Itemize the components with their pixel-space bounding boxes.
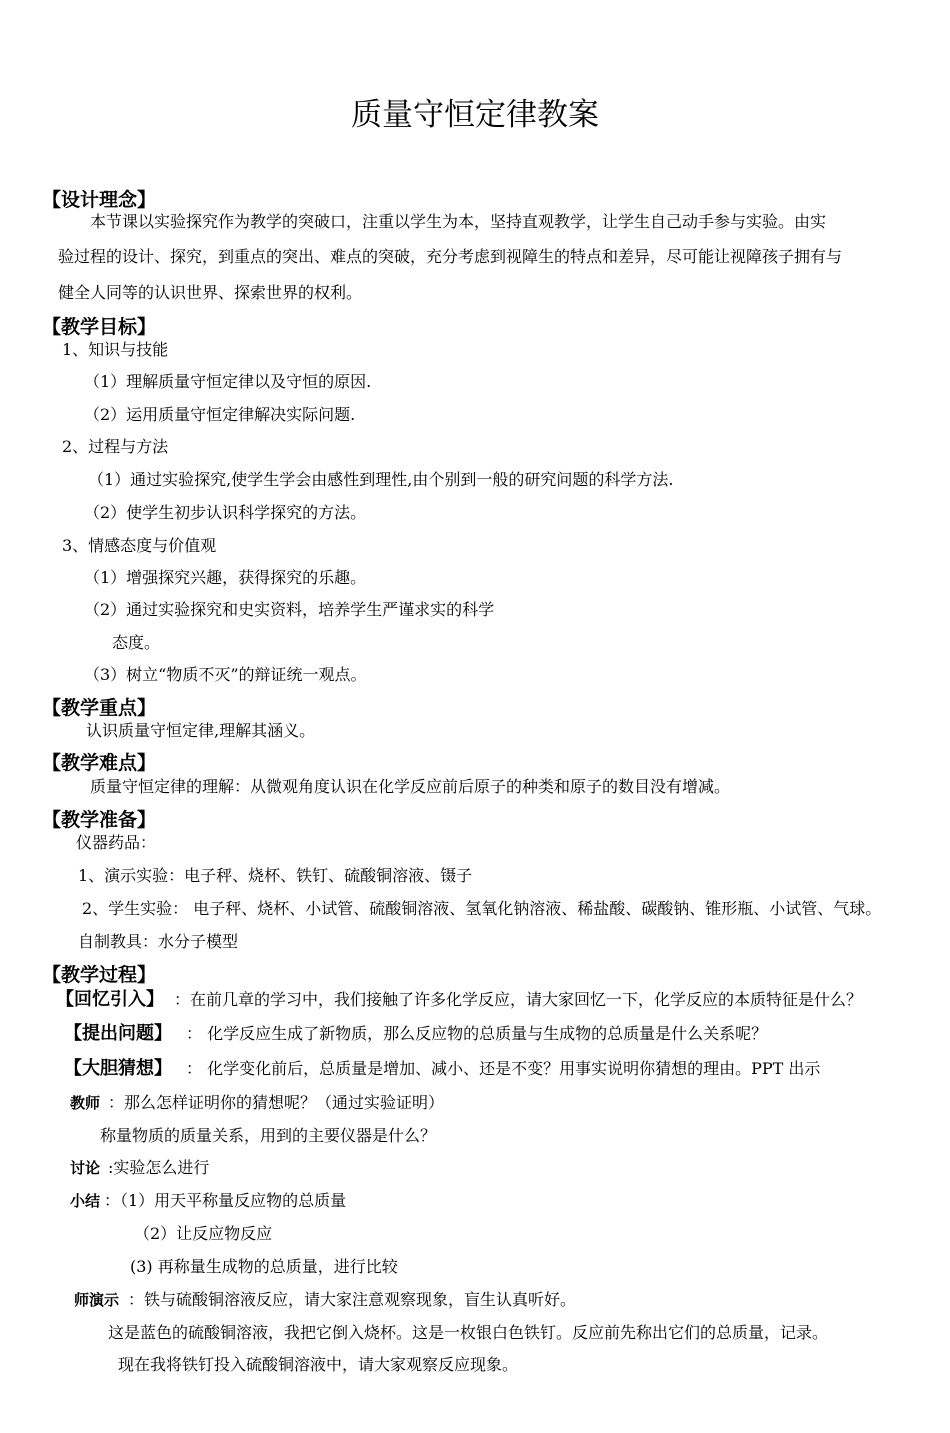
difficulty-text: 质量守恒定律的理解：从微观角度认识在化学反应前后原子的种类和原子的数目没有增减。 <box>90 777 731 796</box>
demo-label: 师演示 <box>74 1291 120 1309</box>
objective-item: 3、情感态度与价值观 <box>62 536 217 555</box>
objective-item: （1）通过实验探究,使学生学会由感性到理性,由个别到一般的研究问题的科学方法. <box>88 470 674 489</box>
section-heading-difficulties: 【教学难点】 <box>42 752 157 774</box>
objective-item: （1）增强探究兴趣，获得探究的乐趣。 <box>84 568 367 587</box>
preparation-item: 自制教具：水分子模型 <box>78 932 239 951</box>
discuss-text: :实验怎么进行 <box>108 1158 210 1177</box>
summary-item: (3) 再称量生成物的总质量，进行比较 <box>130 1257 398 1276</box>
section-heading-design: 【设计理念】 <box>42 189 157 211</box>
objective-item: （2）使学生初步认识科学探究的方法。 <box>84 503 367 522</box>
preparation-item: 2、学生实验： 电子秤、烧杯、小试管、硫酸铜溶液、氢氧化钠溶液、稀盐酸、碳酸钠、锥形瓶、小试管、气球。 <box>82 899 882 918</box>
summary-item: （2）让反应物反应 <box>134 1224 273 1243</box>
preparation-item: 仪器药品： <box>76 833 157 852</box>
section-heading-process: 【教学过程】 <box>42 964 157 986</box>
guess-label: 【大胆猜想】 <box>64 1058 172 1079</box>
document-title: 质量守恒定律教案 <box>351 97 599 133</box>
summary-label: 小结 <box>70 1192 101 1210</box>
guess-text: ： 化学变化前后，总质量是增加、减小、还是不变？用事实说明你猜想的理由。PPT 出示 <box>186 1059 821 1078</box>
objective-item: （2）通过实验探究和史实资料，培养学生严谨求实的科学 <box>84 600 495 619</box>
section-heading-key-points: 【教学重点】 <box>42 697 157 719</box>
objective-item: （2）运用质量守恒定律解决实际问题. <box>84 405 356 424</box>
section-heading-preparation: 【教学准备】 <box>42 809 157 831</box>
paragraph-line: 验过程的设计、探究，到重点的突出、难点的突破，充分考虑到视障生的特点和差异，尽可能让视障孩子拥有与 <box>58 247 843 266</box>
recall-label: 【回忆引入】 <box>56 989 164 1010</box>
objective-item: 态度。 <box>112 633 161 652</box>
summary-item: ：（1）用天平称量反应物的总质量 <box>104 1191 347 1210</box>
teacher-text: ：那么怎样证明你的猜想呢？（通过实验证明） <box>108 1093 445 1112</box>
key-point-text: 认识质量守恒定律,理解其涵义。 <box>86 721 316 740</box>
weigh-question-text: 称量物质的质量关系，用到的主要仪器是什么？ <box>100 1126 437 1145</box>
question-text: ： 化学反应生成了新物质，那么反应物的总质量与生成物的总质量是什么关系呢？ <box>186 1024 768 1043</box>
demo-line: 现在我将铁钉投入硫酸铜溶液中，请大家观察反应现象。 <box>118 1355 519 1374</box>
teacher-label: 教师 <box>70 1094 101 1112</box>
section-heading-objectives: 【教学目标】 <box>42 316 157 338</box>
objective-item: （3）树立“物质不灭”的辩证统一观点。 <box>84 665 367 684</box>
demo-text: ：铁与硫酸铜溶液反应，请大家注意观察现象，盲生认真听好。 <box>128 1290 577 1309</box>
discuss-label: 讨论 <box>70 1159 101 1177</box>
objective-item: 1、知识与技能 <box>62 340 169 359</box>
recall-text: ：在前几章的学习中，我们接触了许多化学反应，请大家回忆一下，化学反应的本质特征是什么？ <box>174 990 863 1009</box>
objective-item: 2、过程与方法 <box>62 437 169 456</box>
demo-line: 这是蓝色的硫酸铜溶液，我把它倒入烧杯。这是一枚银白色铁钉。反应前先称出它们的总质量，记录。 <box>108 1323 829 1342</box>
paragraph-line: 健全人同等的认识世界、探索世界的权利。 <box>58 283 363 302</box>
paragraph-line: 本节课以实验探究作为教学的突破口，注重以学生为本，坚持直观教学，让学生自己动手参与实验。由实 <box>90 212 827 231</box>
question-label: 【提出问题】 <box>64 1023 172 1044</box>
preparation-item: 1、演示实验：电子秤、烧杯、铁钉、硫酸铜溶液、镊子 <box>78 866 473 885</box>
objective-item: （1）理解质量守恒定律以及守恒的原因. <box>84 372 372 391</box>
